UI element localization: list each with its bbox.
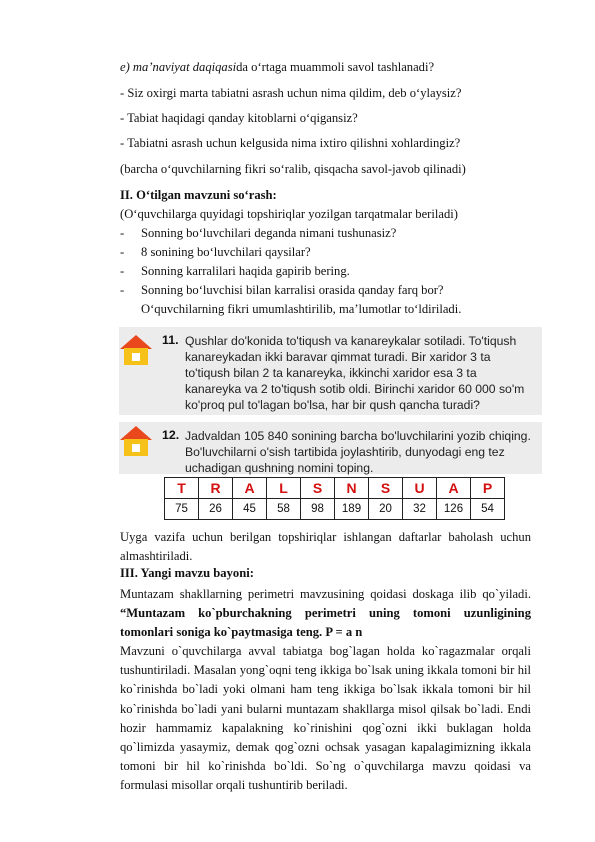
task-12-box bbox=[119, 422, 542, 474]
intro-question-1: - Siz oxirgi marta tabiatni asrash uchun nima qildim, deb o‘ylaysiz? bbox=[120, 86, 462, 100]
bullet-item: Sonning bo‘luvchisi bilan karralisi orasida qanday farq bor? bbox=[141, 283, 444, 297]
section-3-paragraph-2: Mavzuni o`quvchilarga avval tabiatga bog`lagan holda ko`ragazmalar orqali tushuntiriladi. Masalan yong`oqni teng ikkiga bo`lsak uning ikkala tomoni bir hil ko`rinishda bo`ladi yoki olmani ham teng ikkiga bo`lsak ikkala tomoni bir hil ko`rinishda bo`ladi yani bularni muntazam shakllarga misol qilsak bo`ladi. Endi hozir hammamiz kapalakning ko`rinishini qog`ozni ikki buklagan holda qo`limizda yasaymiz, demak qog`ozni ochsak yasagan kapalagimizning ikkala tomoni bir hil ko`rinishda bo`ldi. So`ng o`quvchilarga mavzu qoidasi va formulasi misollar orqali tushuntirib beriladi. bbox=[120, 644, 531, 793]
perimeter-rule: “Muntazam ko`pburchakning perimetri uning tomoni uzunligining tomonlari soniga ko`paytmasiga teng. P = a n bbox=[120, 606, 531, 640]
task-11-text bbox=[185, 333, 536, 413]
bullet-marker: - bbox=[120, 226, 125, 240]
task-11-line: Qushlar do'konida to'tiqush va kanareykalar sotiladi. To'tiqush bbox=[185, 334, 517, 348]
section-3-paragraph-1 bbox=[120, 585, 531, 643]
house-icon bbox=[119, 424, 153, 458]
task-11-line: kanareykadan ikki baravar qimmat turadi. Bir xaridor 3 ta bbox=[185, 350, 491, 364]
puzzle-letter: U bbox=[403, 478, 437, 499]
puzzle-number: 98 bbox=[301, 499, 335, 520]
intro-italic: e) ma’naviyat daqiqasi bbox=[120, 60, 237, 74]
task-11-number: 11. bbox=[162, 333, 179, 347]
intro-note: (barcha o‘quvchilarning fikri so‘ralib, qisqacha savol-javob qilinadi) bbox=[120, 162, 466, 176]
task-12-line: Bo'luvchilarni o'sish tartibida joylashtirib, dunyodagi eng tez bbox=[185, 445, 505, 459]
puzzle-letter: A bbox=[437, 478, 471, 499]
bullet-marker: - bbox=[120, 264, 125, 278]
intro-question-3: - Tabiatni asrash uchun kelgusida nima ixtiro qilishni xohlardingiz? bbox=[120, 136, 461, 150]
bullet-item: 8 sonining bo‘luvchilari qaysilar? bbox=[141, 245, 311, 259]
puzzle-number: 189 bbox=[335, 499, 369, 520]
task-11-line: to'tiqush bilan 2 ta kanareyka, ikkinchi xaridor esa 3 ta bbox=[185, 366, 477, 380]
puzzle-number: 126 bbox=[437, 499, 471, 520]
puzzle-letter: A bbox=[233, 478, 267, 499]
house-icon bbox=[119, 333, 153, 367]
puzzle-letter: L bbox=[267, 478, 301, 499]
puzzle-letter: P bbox=[471, 478, 505, 499]
puzzle-number: 20 bbox=[369, 499, 403, 520]
task-11-line: kanareyka va 2 to'tiqush sotib oldi. Birinchi xaridor 60 000 so'm bbox=[185, 382, 525, 396]
puzzle-letters-row bbox=[165, 478, 505, 499]
puzzle-letter: R bbox=[199, 478, 233, 499]
task-11-line: ko'proq pul to'lagan bo'lsa, har bir qush qancha turadi? bbox=[185, 398, 480, 412]
section-2-subtitle: (O‘quvchilarga quyidagi topshiriqlar yozilgan tarqatmalar beriladi) bbox=[120, 207, 458, 221]
homework-paragraph: Uyga vazifa uchun berilgan topshiriqlar ishlangan daftarlar baholash uchun almashtiriladi. bbox=[120, 530, 531, 564]
summary-line: O‘quvchilarning fikri umumlashtirilib, ma’lumotlar to‘ldiriladi. bbox=[141, 302, 462, 316]
task-12-text bbox=[185, 428, 536, 476]
intro-line-1 bbox=[120, 60, 434, 75]
puzzle-numbers-row bbox=[165, 499, 505, 520]
puzzle-number: 58 bbox=[267, 499, 301, 520]
puzzle-letter: T bbox=[165, 478, 199, 499]
section-2-heading: II. O‘tilgan mavzuni so‘rash: bbox=[120, 188, 277, 202]
bullet-item: Sonning karralilari haqida gapirib bering. bbox=[141, 264, 350, 278]
puzzle-letter: N bbox=[335, 478, 369, 499]
task-12-line: Jadvaldan 105 840 sonining barcha bo'luvchilarini yozib chiqing. bbox=[185, 429, 531, 443]
section-3-heading: III. Yangi mavzu bayoni: bbox=[120, 566, 254, 580]
task-11-box bbox=[119, 327, 542, 415]
puzzle-number: 32 bbox=[403, 499, 437, 520]
intro-question-2: - Tabiat haqidagi qanday kitoblarni o‘qigansiz? bbox=[120, 111, 358, 125]
puzzle-letter: S bbox=[369, 478, 403, 499]
puzzle-number: 26 bbox=[199, 499, 233, 520]
bullet-item: Sonning bo‘luvchilari deganda nimani tushunasiz? bbox=[141, 226, 397, 240]
puzzle-number: 54 bbox=[471, 499, 505, 520]
puzzle-table bbox=[164, 477, 505, 520]
puzzle-number: 45 bbox=[233, 499, 267, 520]
task-12-line: uchadigan qushning nomini toping. bbox=[185, 461, 374, 475]
bullet-marker: - bbox=[120, 245, 125, 259]
task-12-number: 12. bbox=[162, 428, 180, 442]
puzzle-letter: S bbox=[301, 478, 335, 499]
rule-intro: Muntazam shakllarning perimetri mavzusining qoidasi doskaga ilib qo`yiladi. bbox=[120, 587, 531, 601]
intro-line-1-rest: da o‘rtaga muammoli savol tashlanadi? bbox=[236, 60, 435, 74]
bullet-marker: - bbox=[120, 283, 125, 297]
puzzle-number: 75 bbox=[165, 499, 199, 520]
